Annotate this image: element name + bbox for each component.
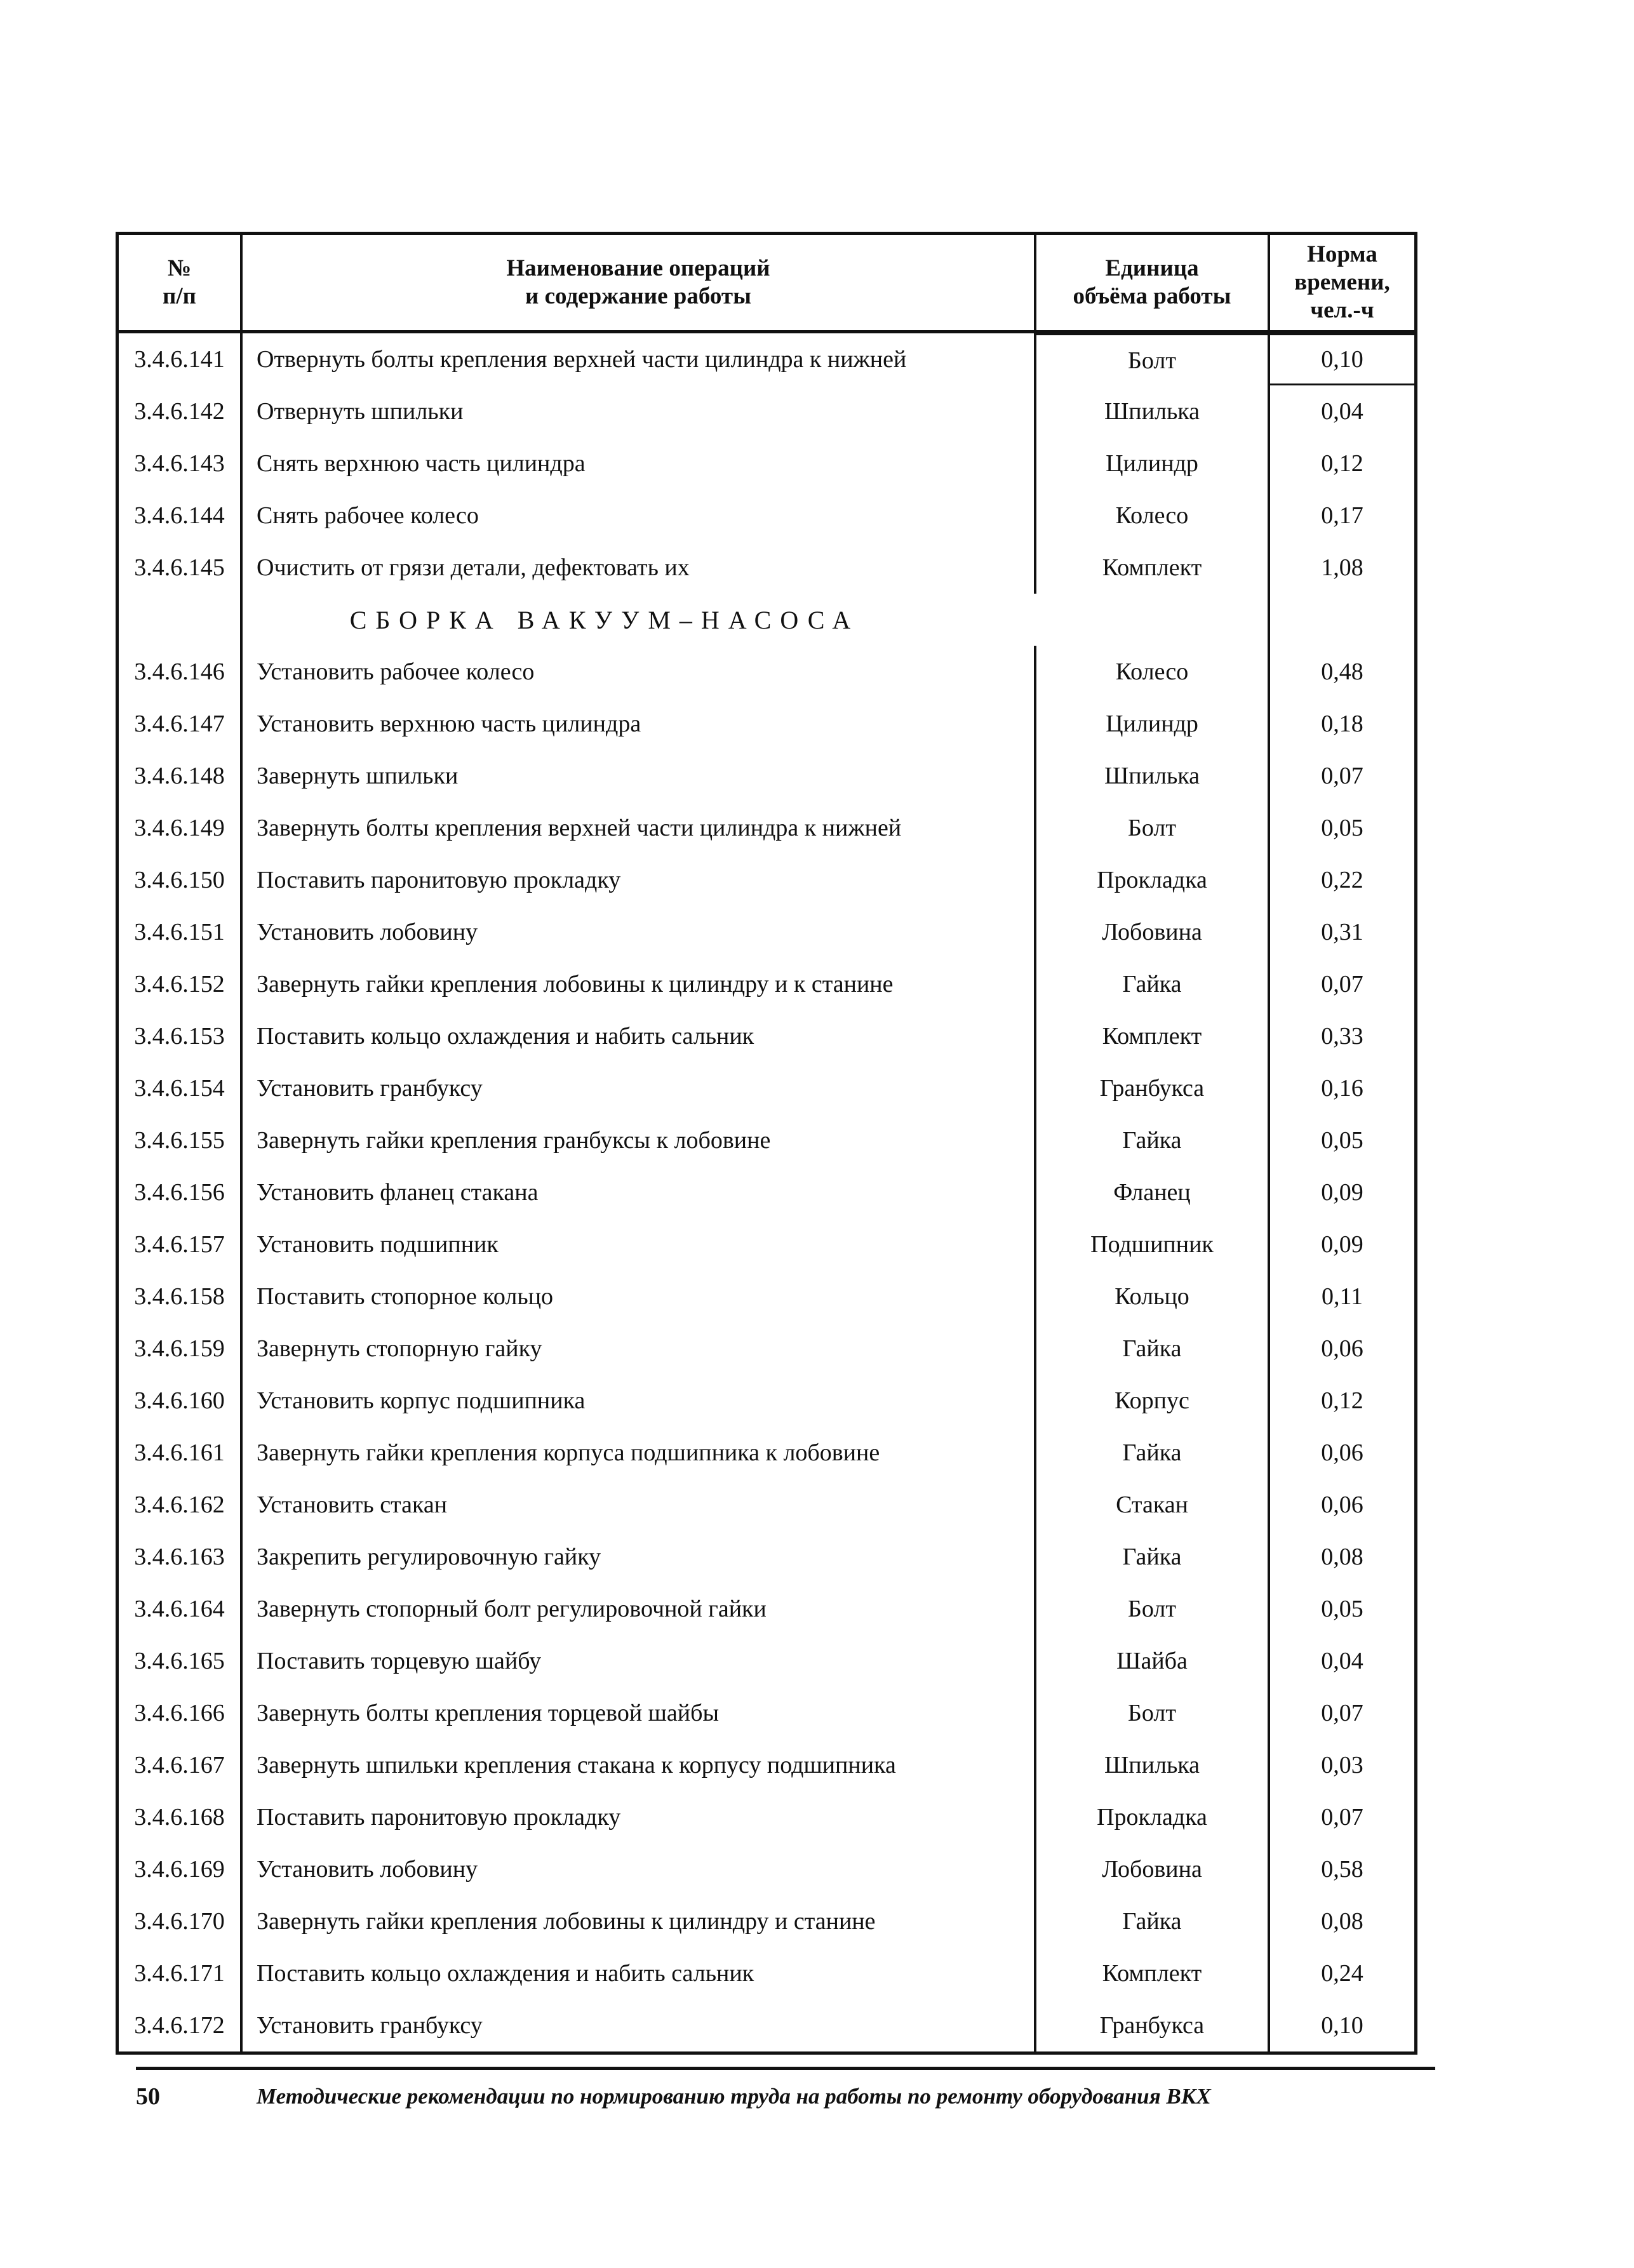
operation-name: Завернуть шпильки крепления стакана к корпусу подшипника: [243, 1739, 1036, 1791]
time-norm: 1,08: [1321, 554, 1363, 581]
table-row: [119, 1375, 1414, 1427]
operation-name: Поставить кольцо охлаждения и набить сальник: [243, 1947, 1036, 1999]
table-row: [119, 1739, 1414, 1791]
operation-name: Снять верхнюю часть цилиндра: [243, 437, 1036, 490]
table-row: [119, 1687, 1414, 1739]
time-norm: 0,33: [1321, 1023, 1363, 1050]
row-number: 3.4.6.156: [119, 1166, 243, 1218]
operation-name: Завернуть стопорный болт регулировочной гайки: [243, 1583, 1036, 1635]
unit-of-work: Гайка: [1036, 1114, 1270, 1166]
unit-of-work: Болт: [1036, 802, 1270, 854]
unit-of-work: Кольцо: [1036, 1271, 1270, 1323]
unit-of-work: Комплект: [1036, 1010, 1270, 1062]
time-norm: 0,12: [1321, 1387, 1363, 1414]
table-row: [119, 1531, 1414, 1583]
unit-of-work: Лобовина: [1036, 906, 1270, 958]
time-norm: 0,22: [1321, 867, 1363, 893]
row-number: 3.4.6.169: [119, 1843, 243, 1895]
time-norm: 0,18: [1321, 710, 1363, 737]
time-norm: 0,24: [1321, 1960, 1363, 1987]
unit-of-work: Шпилька: [1036, 750, 1270, 802]
section-title: СБОРКА ВАКУУМ–НАСОСА: [349, 605, 860, 634]
time-norm: 0,58: [1321, 1856, 1363, 1883]
table-row: [119, 1218, 1414, 1271]
table-row: [119, 1271, 1414, 1323]
footer-rule: [136, 2067, 1435, 2070]
table-row: [119, 854, 1414, 906]
header-unit: Единица объёма работы: [1036, 235, 1270, 330]
page-number: 50: [136, 2083, 160, 2110]
operation-name: Очистить от грязи детали, дефектовать их: [243, 542, 1036, 594]
unit-of-work: Корпус: [1036, 1375, 1270, 1427]
operation-name: Снять рабочее колесо: [243, 490, 1036, 542]
unit-of-work: Гайка: [1036, 1323, 1270, 1375]
header-num: № п/п: [119, 235, 243, 330]
row-number: 3.4.6.143: [119, 437, 243, 490]
unit-of-work: Гранбукса: [1036, 1062, 1270, 1114]
operation-name: Установить гранбуксу: [243, 1999, 1036, 2051]
operation-name: Установить рабочее колесо: [243, 646, 1036, 698]
unit-of-work: Гайка: [1036, 1427, 1270, 1479]
time-norm: 0,10: [1321, 2012, 1363, 2039]
unit-of-work: Фланец: [1036, 1166, 1270, 1218]
row-number: 3.4.6.165: [119, 1635, 243, 1687]
time-norm: 0,09: [1321, 1179, 1363, 1206]
operation-name: Отвернуть болты крепления верхней части цилиндра к нижней: [243, 333, 1036, 385]
table-row: [119, 802, 1414, 854]
row-number: 3.4.6.161: [119, 1427, 243, 1479]
table-row: [119, 490, 1414, 542]
operation-name: Поставить паронитовую прокладку: [243, 1791, 1036, 1843]
operation-name: Установить корпус подшипника: [243, 1375, 1036, 1427]
section-row: [119, 594, 1414, 646]
operation-name: Завернуть гайки крепления гранбуксы к лобовине: [243, 1114, 1036, 1166]
operation-name: Закрепить регулировочную гайку: [243, 1531, 1036, 1583]
operation-name: Поставить паронитовую прокладку: [243, 854, 1036, 906]
time-norm: 0,08: [1321, 1544, 1363, 1570]
table-row: [119, 906, 1414, 958]
operation-name: Установить лобовину: [243, 906, 1036, 958]
time-norm: 0,07: [1321, 1804, 1363, 1831]
time-norm: 0,12: [1321, 450, 1363, 477]
table-row: [119, 750, 1414, 802]
time-norm: 0,07: [1321, 763, 1363, 789]
unit-of-work: Гайка: [1036, 958, 1270, 1010]
time-norm: 0,05: [1321, 1596, 1363, 1622]
unit-of-work: Болт: [1036, 333, 1270, 385]
row-number: 3.4.6.149: [119, 802, 243, 854]
unit-of-work: Прокладка: [1036, 1791, 1270, 1843]
row-number: 3.4.6.153: [119, 1010, 243, 1062]
table-row: [119, 1427, 1414, 1479]
table-row: [119, 646, 1414, 698]
row-number: 3.4.6.170: [119, 1895, 243, 1947]
operation-name: Завернуть болты крепления торцевой шайбы: [243, 1687, 1036, 1739]
row-number: 3.4.6.162: [119, 1479, 243, 1531]
operation-name: Установить стакан: [243, 1479, 1036, 1531]
row-number: 3.4.6.158: [119, 1271, 243, 1323]
table-header: [119, 235, 1414, 333]
operation-name: Поставить торцевую шайбу: [243, 1635, 1036, 1687]
row-number: 3.4.6.168: [119, 1791, 243, 1843]
operation-name: Отвернуть шпильки: [243, 385, 1036, 437]
time-norm: 0,05: [1321, 815, 1363, 841]
unit-of-work: Прокладка: [1036, 854, 1270, 906]
unit-of-work: Шпилька: [1036, 1739, 1270, 1791]
row-number: 3.4.6.160: [119, 1375, 243, 1427]
footer-text: Методические рекомендации по нормированию труда на работы по ремонту оборудования ВКХ: [257, 2084, 1211, 2109]
unit-of-work: Комплект: [1036, 1947, 1270, 1999]
row-number: 3.4.6.146: [119, 646, 243, 698]
time-norm: 0,10: [1270, 333, 1414, 385]
time-norm: 0,31: [1321, 919, 1363, 945]
table-row: [119, 1583, 1414, 1635]
time-norm: 0,03: [1321, 1752, 1363, 1778]
unit-of-work: Колесо: [1036, 490, 1270, 542]
table-row: [119, 1895, 1414, 1947]
row-number: 3.4.6.148: [119, 750, 243, 802]
table-row: [119, 542, 1414, 594]
row-number: 3.4.6.144: [119, 490, 243, 542]
time-norm: 0,07: [1321, 1700, 1363, 1726]
row-number: 3.4.6.164: [119, 1583, 243, 1635]
row-number: 3.4.6.166: [119, 1687, 243, 1739]
time-norm: 0,16: [1321, 1075, 1363, 1102]
page-footer: [136, 2078, 1435, 2116]
time-norm: 0,04: [1321, 398, 1363, 425]
time-norm: 0,06: [1321, 1439, 1363, 1466]
table-row: [119, 1479, 1414, 1531]
table-row: [119, 1114, 1414, 1166]
time-norm: 0,11: [1321, 1283, 1363, 1310]
time-norm: 0,05: [1321, 1127, 1363, 1154]
operation-name: Завернуть гайки крепления лобовины к цилиндру и станине: [243, 1895, 1036, 1947]
operation-name: Завернуть гайки крепления лобовины к цилиндру и к станине: [243, 958, 1036, 1010]
unit-of-work: Подшипник: [1036, 1218, 1270, 1271]
operation-name: Установить гранбуксу: [243, 1062, 1036, 1114]
table-row: [119, 385, 1414, 437]
unit-of-work: Шпилька: [1036, 385, 1270, 437]
row-number: 3.4.6.159: [119, 1323, 243, 1375]
operation-name: Завернуть стопорную гайку: [243, 1323, 1036, 1375]
row-number: 3.4.6.171: [119, 1947, 243, 1999]
row-number: 3.4.6.155: [119, 1114, 243, 1166]
table-row: [119, 437, 1414, 490]
unit-of-work: Цилиндр: [1036, 437, 1270, 490]
unit-of-work: Комплект: [1036, 542, 1270, 594]
table-row: [119, 958, 1414, 1010]
table-row: [119, 333, 1414, 385]
row-number: 3.4.6.172: [119, 1999, 243, 2051]
table-row: [119, 1062, 1414, 1114]
unit-of-work: Стакан: [1036, 1479, 1270, 1531]
table-row: [119, 698, 1414, 750]
table-row: [119, 1166, 1414, 1218]
operation-name: Завернуть шпильки: [243, 750, 1036, 802]
unit-of-work: Болт: [1036, 1687, 1270, 1739]
unit-of-work: Гранбукса: [1036, 1999, 1270, 2051]
row-number: 3.4.6.152: [119, 958, 243, 1010]
operation-name: Установить фланец стакана: [243, 1166, 1036, 1218]
row-number: 3.4.6.142: [119, 385, 243, 437]
operation-name: Поставить кольцо охлаждения и набить сальник: [243, 1010, 1036, 1062]
operation-name: Установить лобовину: [243, 1843, 1036, 1895]
table-row: [119, 1999, 1414, 2051]
time-norm: 0,08: [1321, 1908, 1363, 1935]
operation-name: Установить верхнюю часть цилиндра: [243, 698, 1036, 750]
operation-name: Завернуть болты крепления верхней части цилиндра к нижней: [243, 802, 1036, 854]
operations-table: [116, 232, 1417, 2055]
row-number: 3.4.6.141: [119, 333, 243, 385]
header-name: Наименование операций и содержание работы: [243, 235, 1036, 330]
header-norm: Норма времени, чел.-ч: [1294, 241, 1390, 323]
table-row: [119, 1791, 1414, 1843]
row-number: 3.4.6.157: [119, 1218, 243, 1271]
table-row: [119, 1323, 1414, 1375]
time-norm: 0,06: [1321, 1335, 1363, 1362]
table-row: [119, 1635, 1414, 1687]
time-norm: 0,09: [1321, 1231, 1363, 1258]
table-row: [119, 1843, 1414, 1895]
row-number: 3.4.6.147: [119, 698, 243, 750]
row-number: 3.4.6.163: [119, 1531, 243, 1583]
unit-of-work: Гайка: [1036, 1895, 1270, 1947]
table-row: [119, 1947, 1414, 1999]
unit-of-work: Колесо: [1036, 646, 1270, 698]
row-number: 3.4.6.151: [119, 906, 243, 958]
unit-of-work: Лобовина: [1036, 1843, 1270, 1895]
unit-of-work: Болт: [1036, 1583, 1270, 1635]
time-norm: 0,17: [1321, 502, 1363, 529]
row-number: 3.4.6.154: [119, 1062, 243, 1114]
table-row: [119, 1010, 1414, 1062]
row-number: 3.4.6.167: [119, 1739, 243, 1791]
row-number: 3.4.6.145: [119, 542, 243, 594]
operation-name: Завернуть гайки крепления корпуса подшипника к лобовине: [243, 1427, 1036, 1479]
row-number: 3.4.6.150: [119, 854, 243, 906]
time-norm: 0,07: [1321, 971, 1363, 997]
unit-of-work: Гайка: [1036, 1531, 1270, 1583]
unit-of-work: Шайба: [1036, 1635, 1270, 1687]
table-body: [119, 333, 1414, 2051]
time-norm: 0,48: [1321, 658, 1363, 685]
operation-name: Установить подшипник: [243, 1218, 1036, 1271]
unit-of-work: Цилиндр: [1036, 698, 1270, 750]
time-norm: 0,04: [1321, 1648, 1363, 1674]
operation-name: Поставить стопорное кольцо: [243, 1271, 1036, 1323]
time-norm: 0,06: [1321, 1491, 1363, 1518]
